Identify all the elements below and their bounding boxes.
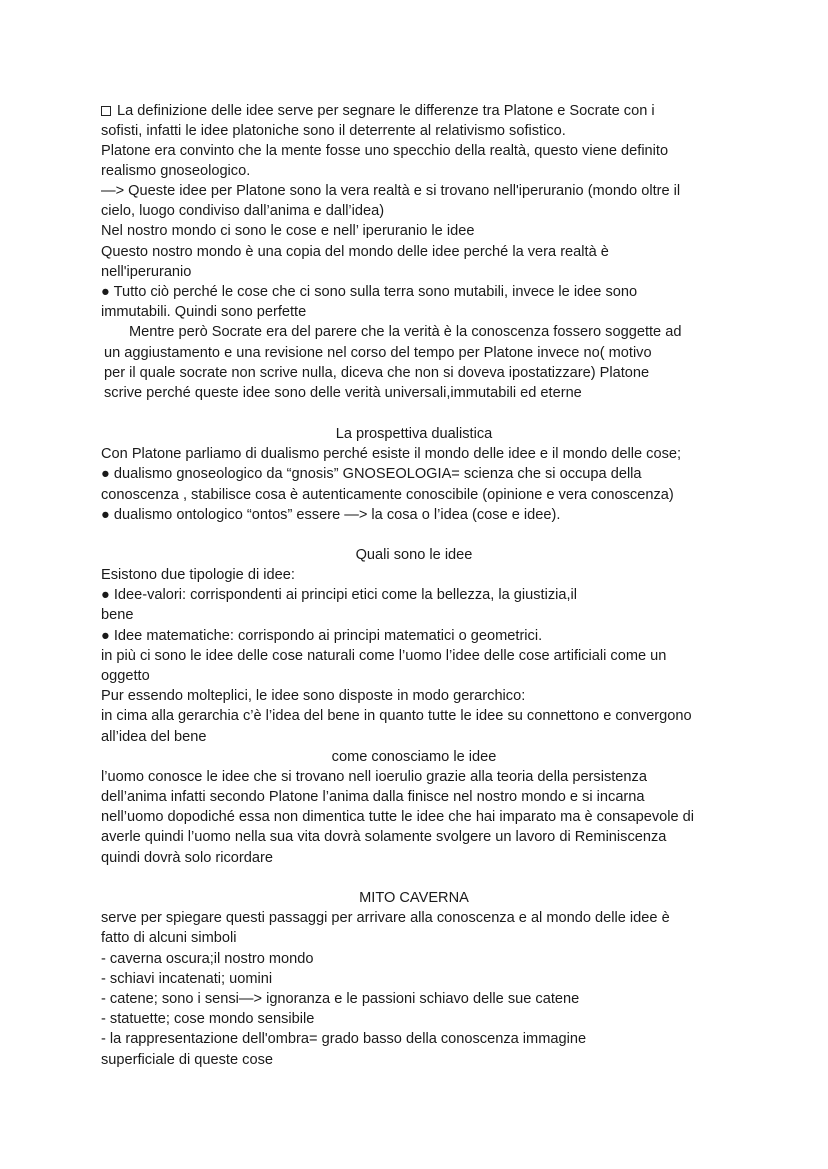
text-line: superficiale di queste cose — [101, 1052, 273, 1068]
text-line: Con Platone parliamo di dualismo perché esiste il mondo delle idee e il mondo delle cose; — [101, 446, 682, 462]
text-line: ● dualismo ontologico “ontos” essere —> la cosa o l’idea (cose e idee). — [101, 507, 561, 523]
text-line: ● Idee matematiche: corrispondo ai principi matematici o geometrici. — [101, 628, 543, 644]
section-heading: La prospettiva dualistica — [335, 426, 493, 442]
text-line: in cima alla gerarchia c’è l’idea del bene in quanto tutte le idee su connettono e convergono — [101, 708, 692, 724]
text-line: Platone era convinto che la mente fosse uno specchio della realtà, questo viene definito — [101, 143, 669, 159]
text-line: —> Queste idee per Platone sono la vera realtà e si trovano nell'iperuranio (mondo oltre il — [101, 183, 681, 199]
text-line: all’idea del bene — [101, 729, 207, 745]
text-line: oggetto — [101, 668, 150, 684]
text-line: cielo, luogo condiviso dall’anima e dall’idea) — [101, 203, 385, 219]
list-item: - schiavi incatenati; uomini — [101, 971, 273, 987]
text-line: quindi dovrà solo ricordare — [101, 850, 273, 866]
text-line: scrive perché queste idee sono delle verità universali,immutabili ed eterne — [104, 385, 582, 401]
text-line: Mentre però Socrate era del parere che la verità è la conoscenza fossero soggette ad — [129, 324, 682, 340]
list-item: - statuette; cose mondo sensibile — [101, 1011, 315, 1027]
text-line: l’uomo conosce le idee che si trovano nell ioerulio grazie alla teoria della persistenza — [101, 769, 647, 785]
text-line: conoscenza , stabilisce cosa è autenticamente conoscibile (opinione e vera conoscenza) — [101, 487, 674, 503]
checkbox-icon — [101, 106, 111, 116]
section-heading: come conosciamo le idee — [331, 749, 497, 765]
list-item: - caverna oscura;il nostro mondo — [101, 951, 314, 967]
text-line: fatto di alcuni simboli — [101, 930, 237, 946]
section-heading: MITO CAVERNA — [359, 890, 469, 906]
list-item: - la rappresentazione dell'ombra= grado basso della conoscenza immagine — [101, 1031, 587, 1047]
text-line: realismo gnoseologico. — [101, 163, 251, 179]
text-line: Nel nostro mondo ci sono le cose e nell’ iperuranio le idee — [101, 223, 475, 239]
text-line: ● dualismo gnoseologico da “gnosis” GNOSEOLOGIA= scienza che si occupa della — [101, 466, 642, 482]
text-line: averle quindi l’uomo nella sua vita dovrà solamente svolgere un lavoro di Reminiscenza — [101, 829, 667, 845]
text-line: in più ci sono le idee delle cose naturali come l’uomo l’idee delle cose artificiali come un — [101, 648, 667, 664]
text-line: La definizione delle idee serve per segnare le differenze tra Platone e Socrate con i — [101, 101, 655, 121]
text-line: ● Idee-valori: corrispondenti ai principi etici come la bellezza, la giustizia,il — [101, 587, 578, 603]
text-line: dell’anima infatti secondo Platone l’anima dalla finisce nel nostro mondo e si incarna — [101, 789, 645, 805]
text-line: un aggiustamento e una revisione nel corso del tempo per Platone invece no( motivo — [104, 345, 652, 361]
text-line: ● Tutto ciò perché le cose che ci sono sulla terra sono mutabili, invece le idee sono — [101, 284, 638, 300]
text-line: serve per spiegare questi passaggi per arrivare alla conoscenza e al mondo delle idee è — [101, 910, 670, 926]
text-line: sofisti, infatti le idee platoniche sono il deterrente al relativismo sofistico. — [101, 123, 566, 139]
section-heading: Quali sono le idee — [355, 547, 473, 563]
text-line: nell’uomo dopodiché essa non dimentica tutte le idee che hai imparato ma è consapevole di — [101, 809, 695, 825]
text-line: immutabili. Quindi sono perfette — [101, 304, 307, 320]
text-line: nell'iperuranio — [101, 264, 192, 280]
text-line: bene — [101, 607, 134, 623]
text-line: Pur essendo molteplici, le idee sono disposte in modo gerarchico: — [101, 688, 526, 704]
text-line: per il quale socrate non scrive nulla, diceva che non si doveva ipostatizzare) Platone — [104, 365, 650, 381]
text-line: Questo nostro mondo è una copia del mondo delle idee perché la vera realtà è — [101, 244, 609, 260]
list-item: - catene; sono i sensi—> ignoranza e le passioni schiavo delle sue catene — [101, 991, 580, 1007]
text-line: Esistono due tipologie di idee: — [101, 567, 295, 583]
